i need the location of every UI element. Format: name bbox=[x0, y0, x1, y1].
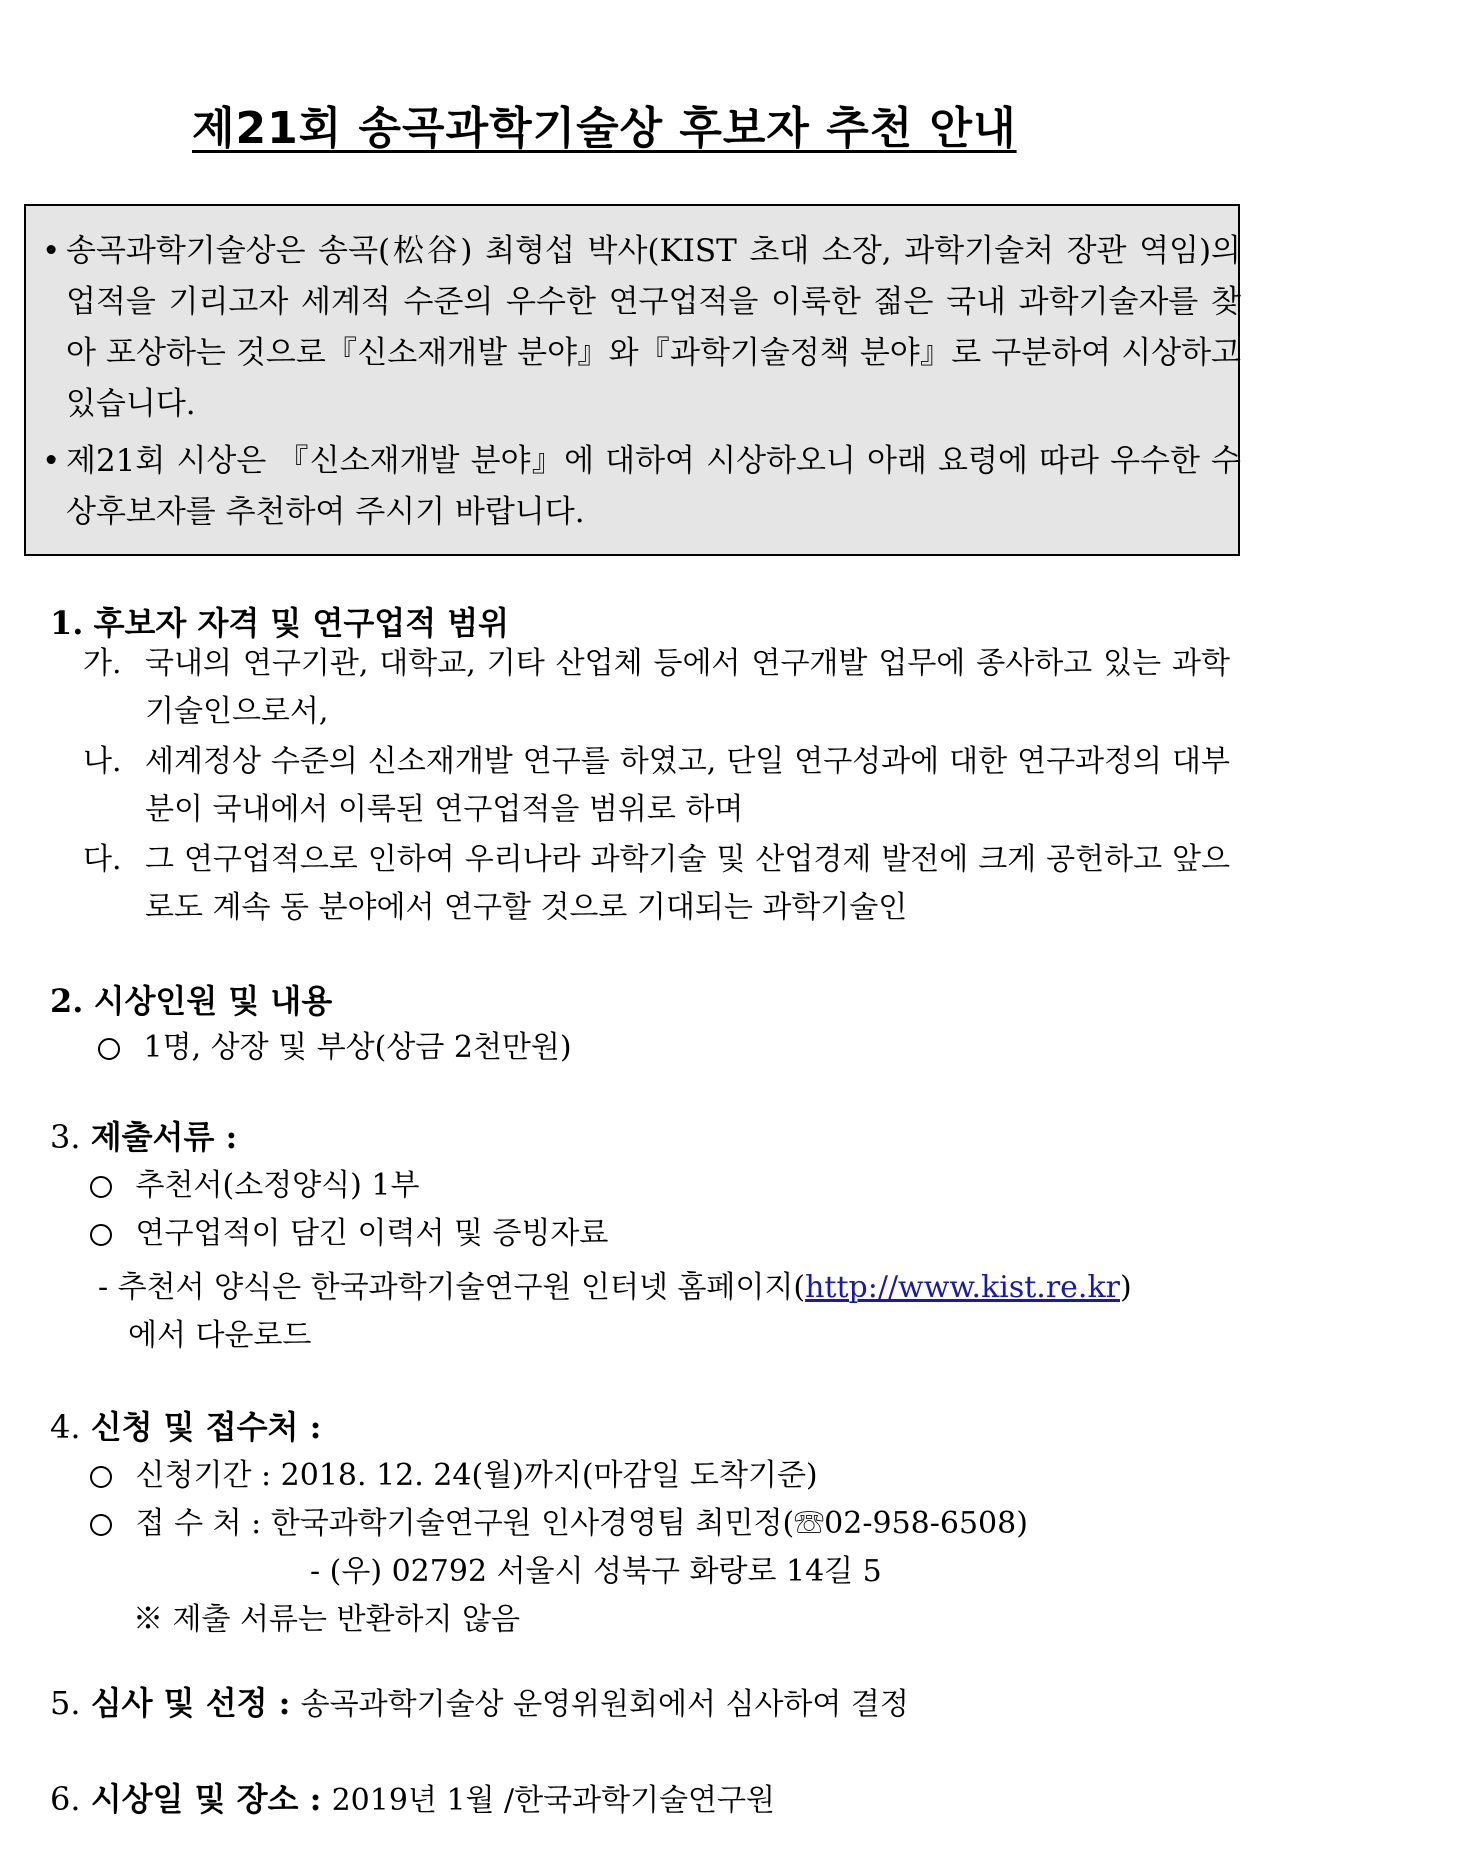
bullet-dot-icon: • bbox=[42, 233, 61, 269]
section-6-title: 시상일 및 장소 : bbox=[90, 1780, 322, 1818]
section-1-item-da bbox=[83, 836, 1230, 932]
section-1-item-ga-text: 국내의 연구기관, 대학교, 기타 산업체 등에서 연구개발 업무에 종사하고 있는 과학기술인으로서, bbox=[145, 646, 1230, 729]
section-2-title: 시상인원 및 내용 bbox=[93, 982, 333, 1020]
section-3-note-text-b: ) bbox=[1119, 1270, 1132, 1305]
section-1-item-na-text: 세계정상 수준의 신소재개발 연구를 하였고, 단일 연구성과에 대한 연구과정의 대부분이 국내에서 이룩된 연구업적을 범위로 하며 bbox=[145, 744, 1230, 827]
section-5-title: 심사 및 선정 : bbox=[90, 1684, 291, 1722]
circle-bullet-icon bbox=[90, 1176, 112, 1198]
section-1-number: 1. bbox=[50, 604, 84, 642]
notice-box bbox=[24, 204, 1240, 556]
section-3-item-1-text: 추천서(소정양식) 1부 bbox=[135, 1168, 420, 1203]
section-1-item-da-marker: 다. bbox=[83, 842, 122, 877]
section-3-item-2-text: 연구업적이 담긴 이력서 및 증빙자료 bbox=[135, 1216, 609, 1251]
section-4-item-2-text: 접 수 처 : 한국과학기술연구원 인사경영팀 최민정(☏02-958-6508) bbox=[135, 1506, 1028, 1541]
section-3-item-1 bbox=[90, 1162, 419, 1210]
section-3-note bbox=[98, 1264, 1132, 1312]
page-title: 제21회 송곡과학기술상 후보자 추천 안내 bbox=[192, 103, 1017, 154]
section-6-number: 6. bbox=[50, 1780, 81, 1818]
section-3-title: 제출서류 : bbox=[90, 1118, 238, 1156]
section-2-item-text: 1명, 상장 및 부상(상금 2천만원) bbox=[143, 1030, 572, 1065]
section-3-item-2 bbox=[90, 1210, 608, 1258]
section-2-item bbox=[98, 1024, 572, 1072]
notice-bullet-2-text: 제21회 시상은 『신소재개발 분야』에 대하여 시상하오니 아래 요령에 따라 우수한 수상후보자를 추천하여 주시기 바랍니다. bbox=[66, 443, 1241, 530]
section-4-item-1 bbox=[90, 1452, 818, 1500]
section-6-heading bbox=[50, 1776, 775, 1824]
section-2-heading bbox=[50, 978, 332, 1024]
circle-bullet-icon bbox=[90, 1466, 112, 1488]
notice-bullet-2 bbox=[42, 436, 1241, 538]
section-3-note-cont: 에서 다운로드 bbox=[128, 1318, 312, 1353]
section-2-number: 2. bbox=[50, 982, 84, 1020]
kist-homepage-link[interactable]: http://www.kist.re.kr bbox=[805, 1270, 1120, 1305]
section-1-item-ga-marker: 가. bbox=[83, 646, 122, 681]
section-1-item-na-marker: 나. bbox=[83, 744, 122, 779]
section-4-title: 신청 및 접수처 : bbox=[90, 1408, 322, 1446]
section-5-text: 송곡과학기술상 운영위원회에서 심사하여 결정 bbox=[300, 1687, 909, 1722]
section-3-note-text-a: - 추천서 양식은 한국과학기술연구원 인터넷 홈페이지( bbox=[98, 1270, 806, 1305]
circle-bullet-icon bbox=[98, 1038, 120, 1060]
section-4-number: 4. bbox=[50, 1408, 81, 1446]
section-4-item-1-text: 신청기간 : 2018. 12. 24(월)까지(마감일 도착기준) bbox=[135, 1458, 818, 1493]
section-4-remark: ※ 제출 서류는 반환하지 않음 bbox=[133, 1602, 520, 1637]
notice-bullet-1-text: 송곡과학기술상은 송곡(松谷) 최형섭 박사(KIST 초대 소장, 과학기술처 장관 역임)의 업적을 기리고자 세계적 수준의 우수한 연구업적을 이룩한 젊은 국내 과학기술자를 찾아 포상하는 것으로『신소재개발 분야』와『과학기술정책 분야』로 구분하여 시상하고 있습니다. bbox=[66, 233, 1241, 422]
section-4-heading bbox=[50, 1404, 321, 1450]
notice-bullet-1 bbox=[42, 226, 1241, 430]
section-6-text: 2019년 1월 /한국과학기술연구원 bbox=[331, 1783, 775, 1818]
section-4-address: - (우) 02792 서울시 성북구 화랑로 14길 5 bbox=[310, 1554, 882, 1589]
section-5-heading bbox=[50, 1680, 909, 1728]
circle-bullet-icon bbox=[90, 1514, 112, 1536]
bullet-dot-icon: • bbox=[42, 443, 61, 479]
section-1-item-ga bbox=[83, 640, 1230, 736]
section-3-number: 3. bbox=[50, 1118, 81, 1156]
section-1-item-da-text: 그 연구업적으로 인하여 우리나라 과학기술 및 산업경제 발전에 크게 공헌하고 앞으로도 계속 동 분야에서 연구할 것으로 기대되는 과학기술인 bbox=[145, 842, 1230, 925]
circle-bullet-icon bbox=[90, 1224, 112, 1246]
section-4-item-2 bbox=[90, 1500, 1028, 1548]
section-5-number: 5. bbox=[50, 1684, 81, 1722]
section-3-heading bbox=[50, 1114, 237, 1160]
section-1-item-na bbox=[83, 738, 1230, 834]
section-1-title: 후보자 자격 및 연구업적 범위 bbox=[93, 604, 510, 642]
